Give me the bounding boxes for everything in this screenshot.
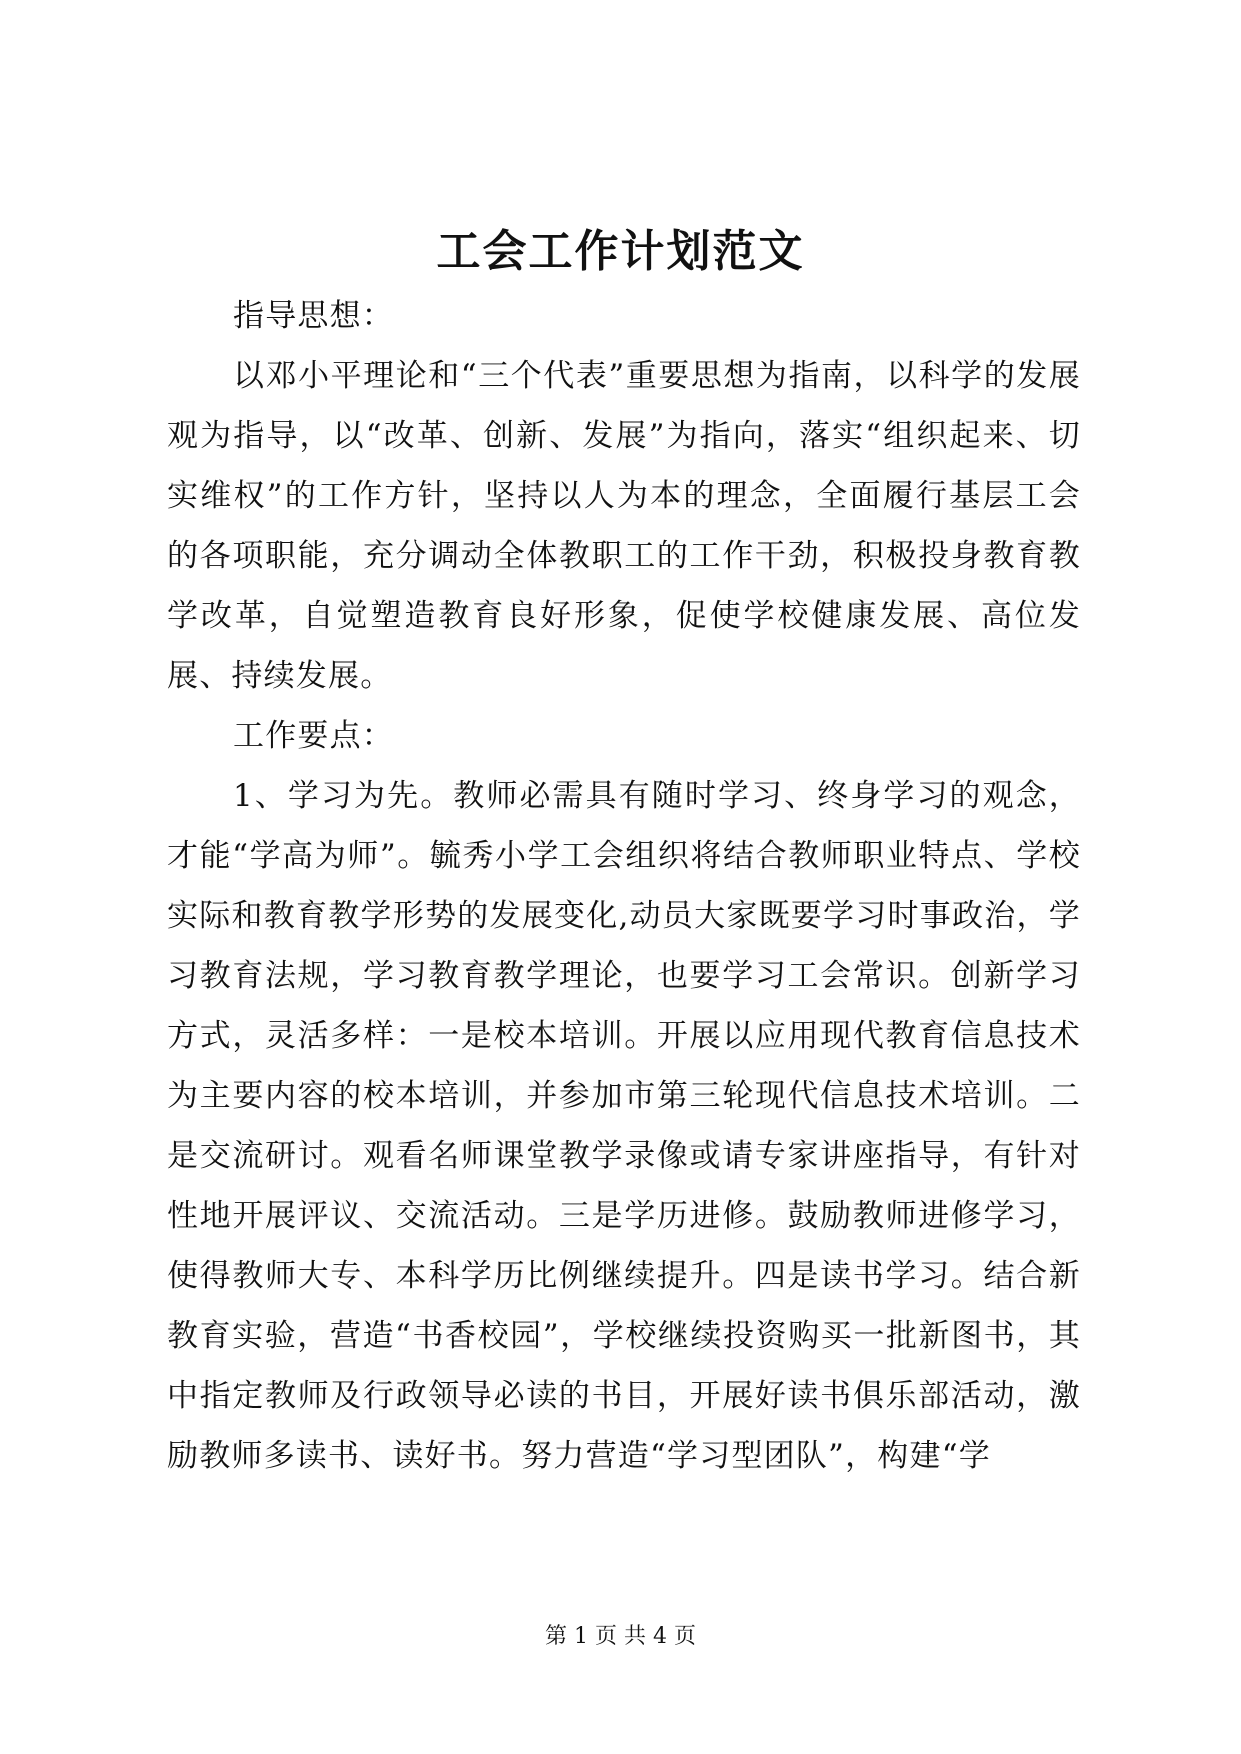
- paragraph-guiding-heading: 指导思想：: [233, 298, 394, 334]
- page-footer: 第 1 页 共 4 页: [545, 1624, 696, 1649]
- document-body: [167, 286, 1081, 1486]
- paragraph-guiding-content: 以邓小平理论和“三个代表”重要思想为指南，以科学的发展观为指导，以“改革、创新、发展”为指向，落实“组织起来、切实维权”的工作方针，坚持以人为本的理念，全面履行基层工会的各项职能，充分调动全体教职工的工作干劲，积极投身教育教学改革，自觉塑造教育良好形象，促使学校健康发展、高位发展、持续发展。: [167, 358, 1081, 694]
- paragraph-work-points-heading: 工作要点：: [233, 718, 394, 754]
- document-title: 工会工作计划范文: [436, 226, 805, 277]
- paragraph-point-1: 1、学习为先。教师必需具有随时学习、终身学习的观念，才能“学高为师”。毓秀小学工会组织将结合教师职业特点、学校实际和教育教学形势的发展变化,动员大家既要学习时事政治，学习教育法规，学习教育教学理论，也要学习工会常识。创新学习方式，灵活多样：一是校本培训。开展以应用现代教育信息技术为主要内容的校本培训，并参加市第三轮现代信息技术培训。二是交流研讨。观看名师课堂教学录像或请专家讲座指导，有针对性地开展评议、交流活动。三是学历进修。鼓励教师进修学习，使得教师大专、本科学历比例继续提升。四是读书学习。结合新教育实验，营造“书香校园”，学校继续投资购买一批新图书，其中指定教师及行政领导必读的书目，开展好读书俱乐部活动，激励教师多读书、读好书。努力营造“学习型团队”，构建“学: [167, 778, 1081, 1474]
